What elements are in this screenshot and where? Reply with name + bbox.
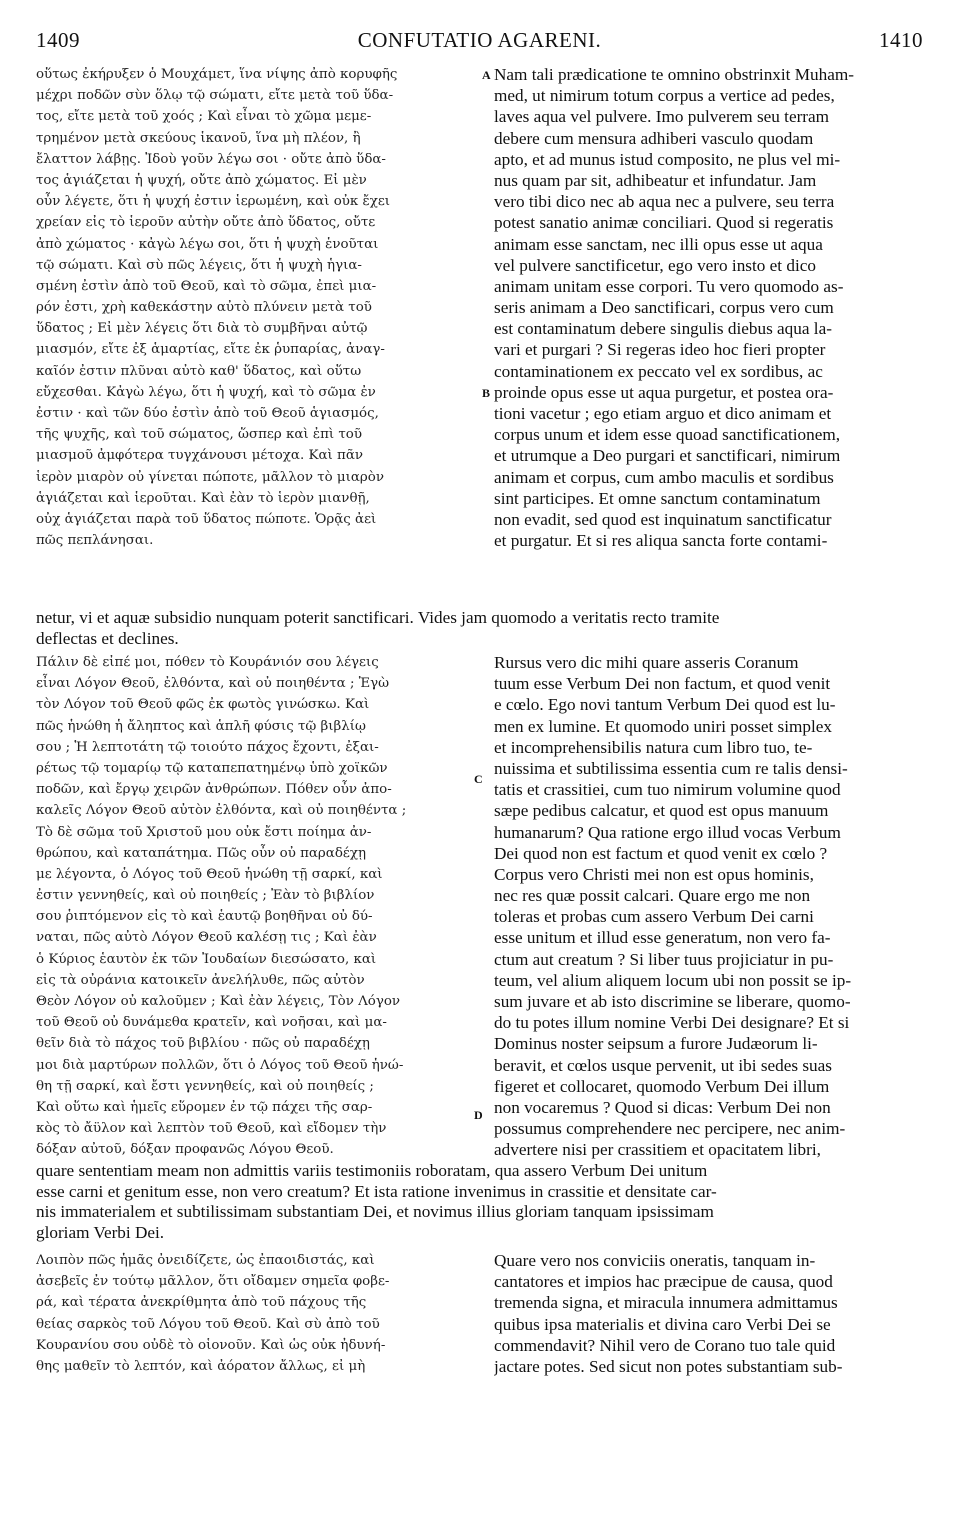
greek-line: μιασμοῦ ἀμφότερα τυγχάνουσι μέτοχα. Καὶ πᾶν [36, 448, 364, 464]
latin-line: et incomprehensibilis natura cum libro tuo, te- [494, 737, 813, 757]
greek-line: θεῖν διὰ τὸ πάχος τοῦ βιβλίου · πῶς οὐ παραδέχῃ [36, 1036, 370, 1052]
greek-line: δόξαν αὐτοῦ, δόξαν προφανῶς Λόγου Θεοῦ. [36, 1142, 334, 1158]
latin-line: Nam tali prædicatione te omnino obstrinxit Muham- [494, 65, 854, 84]
greek-line: ρά, καὶ τέρατα ἀνεκρίθμητα ἀπὸ τοῦ πάχους τῆς [36, 1295, 367, 1311]
latin-line: debere cum mensura adhiberi vasculo quodam [494, 128, 814, 148]
margin-marker-b: B [482, 386, 491, 400]
latin-line: vel pulvere sanctificetur, ego vero insto et dico [494, 255, 816, 275]
section-2-full-width-text [36, 1161, 926, 1243]
greek-column [36, 1250, 484, 1377]
greek-line: σου ῥιπτόμενον εἰς τὸ καὶ ἑαυτῷ βοηθῆναι οὐ δύ- [36, 909, 373, 925]
latin-line: Quare vero nos conviciis oneratis, tanquam in- [494, 1251, 816, 1270]
latin-line: do tu potes illum nomine Verbi Dei designare? Et si [494, 1013, 850, 1033]
greek-line: Πάλιν δὲ εἰπέ μοι, πόθεν τὸ Κουράνιόν σου λέγεις [36, 655, 379, 670]
full-width-line: gloriam Verbi Dei. [36, 1222, 165, 1242]
greek-line: τὸν Λόγον τοῦ Θεοῦ φῶς ἐκ φωτὸς γινώσκω. Καὶ [36, 697, 370, 713]
greek-line: μιασμόν, εἴτε ἐξ ἁμαρτίας, εἴτε ἐκ ῥυπαρίας, ἀναγ- [36, 342, 385, 358]
full-width-line: esse carni et genitum esse, non vero creatum? Et ista ratione invenimus in crassitie et densitate car- [36, 1181, 717, 1201]
greek-line: ρόν ἐστι, χρὴ καθεκάστην αὐτὸ πλύνειν μετὰ τοῦ [36, 300, 372, 316]
greek-line: ἁγιάζεται καὶ ἱεροῦται. Καὶ ἐὰν τὸ ἱερὸν μιανθῇ, [36, 490, 370, 506]
greek-line: ἀπὸ χώματος · κἀγὼ λέγω σοι, ὅτι ἡ ψυχὴ ἑνοῦται [36, 236, 379, 252]
latin-line: corpus unum et idem esse quoad sanctificationem, [494, 425, 841, 445]
greek-line: τος, εἴτε μετὰ τοῦ χοός ; Καὶ εἶναι τὸ χῶμα μεμε- [36, 109, 372, 125]
latin-line: Corpus vero Christi mei non est opus hominis, [494, 864, 814, 884]
latin-line: esse unitum et illud esse generatum, non vero fa- [494, 928, 831, 948]
latin-line: potest sanatio animæ conciliari. Quod si regeratis [494, 213, 834, 233]
greek-line: μοι διὰ μαρτύρων πολλῶν, ὅτι ὁ Λόγος τοῦ Θεοῦ ἡνώ- [36, 1057, 404, 1073]
latin-line: Rursus vero dic mihi quare asseris Coranum [494, 653, 799, 672]
greek-line: τῷ σώματι. Καὶ σὺ πῶς λέγεις, ὅτι ἡ ψυχὴ ἡγια- [36, 257, 362, 273]
greek-line: οὐχ ἁγιάζεται παρὰ τοῦ ὕδατος πώποτε. Ὁρᾷς ἀεὶ [36, 511, 377, 527]
latin-column [494, 1250, 926, 1377]
greek-line: θείας σαρκὸς τοῦ Λόγου τοῦ Θεοῦ. Καὶ σὺ ἀπὸ τοῦ [36, 1316, 380, 1332]
latin-line: et utrumque a Deo purgari et sanctificari, nimirum [494, 446, 841, 466]
greek-line: ἐστιν · καὶ τῶν δύο ἐστὶν ἀπὸ τοῦ Θεοῦ ἁγιασμός, [36, 406, 379, 421]
left-page-number: 1409 [36, 28, 80, 52]
greek-line: ρέτως τῷ τομαρίῳ τῷ καταπεπατημένῳ ὑπὸ χοϊκῶν [36, 760, 388, 776]
greek-line: ἱερὸν μιαρὸν οὐ γίνεται πώποτε, μᾶλλον τὸ μιαρὸν [36, 469, 385, 485]
latin-line: contaminationem ex peccato vel ex sordibus, ac [494, 361, 823, 381]
greek-line: ἀσεβεῖς ἐν τούτῳ μᾶλλον, ὅτι οἴδαμεν σημεῖα φοβε- [36, 1274, 390, 1290]
latin-line: non vocaremus ? Quod si dicas: Verbum Dei non [494, 1097, 831, 1117]
latin-line: advertere nisi per crassitiem et opacitatem libri, [494, 1140, 821, 1160]
latin-line: Dei quod non est factum et quod venit ex cœlo ? [494, 843, 828, 863]
running-title: CONFUTATIO AGARENI. [357, 28, 602, 52]
greek-line: ἐστιν γεννηθείς, καὶ οὐ ποιηθείς ; Ἐὰν τὸ βιβλίον [36, 888, 375, 904]
latin-line: vero tibi dico nec ab aqua nec a pulvere, seu terra [494, 192, 835, 212]
latin-line: Dominus noster seipsum a furore Judæorum li- [494, 1034, 818, 1054]
section-3-two-columns [36, 1250, 926, 1380]
greek-line: ποδῶν, καὶ ἔργῳ χειρῶν ἀνθρώπων. Πόθεν οὖν ἀπο- [36, 782, 392, 798]
greek-line: οὕτως ἐκήρυξεν ὁ Μουχάμετ, ἵνα νίψης ἀπὸ κορυφῆς [36, 67, 398, 82]
greek-column [36, 64, 484, 551]
latin-line: men ex lumine. Et quomodo uniri posset simplex [494, 716, 832, 736]
latin-line: animam et corpus, cum ambo maculis et sordibus [494, 467, 834, 487]
full-width-line: deflectas et declines. [36, 628, 179, 648]
greek-line: με λέγοντα, ὁ Λόγος τοῦ Θεοῦ ἡνώθη τῇ σαρκί, καὶ [36, 866, 383, 882]
latin-line: teum, vel alium aliquem locum ubi non possit se ip- [494, 970, 852, 990]
latin-line: sint participes. Et omne sanctum contaminatum [494, 488, 821, 508]
greek-line: οὖν λέγετε, ὅτι ἡ ψυχή ἐστιν ἱερωμένη, καὶ οὐκ ἔχει [36, 194, 391, 210]
greek-line: πῶς πεπλάνησαι. [36, 533, 154, 549]
margin-marker-c: C [474, 772, 483, 786]
greek-line: ἔλαττον λάβῃς. Ἰδοὺ γοῦν λέγω σοι · οὔτε ἀπὸ ὕδα- [36, 151, 386, 167]
latin-line: est contaminatum debere singulis diebus aqua la- [494, 319, 832, 339]
greek-line: εἰς τὰ οὐράνια κατοικεῖν ἀνελήλυθε, πῶς αὐτὸν [36, 972, 365, 988]
latin-line: tioni vacetur ; ego etiam arguo et dico animam et [494, 404, 832, 423]
latin-line: sæpe pedibus calcatur, et quod est opus manuum [494, 801, 829, 821]
latin-line: nus quam par sit, adhibeatur et infundatur. Jam [494, 170, 817, 190]
latin-line: seris animam a Deo sanctificari, corpus vero cum [494, 298, 834, 318]
greek-line: εἶναι Λόγον Θεοῦ, ἐλθόντα, καὶ οὐ ποιηθέντα ; Ἐγὼ [36, 676, 390, 692]
greek-line: κὸς τὸ ἄϋλον καὶ λεπτὸν τοῦ Θεοῦ, καὶ εἴδομεν τὴν [36, 1121, 387, 1137]
latin-line: tatis et crassitiei, cum tuo nimirum volumine quod [494, 780, 841, 800]
running-header [36, 28, 923, 68]
latin-line: vari et purgari ? Si regeras ideo hoc fieri propter [494, 340, 826, 360]
latin-line: quibus ipsa materialis et divina caro Verbi Dei se [494, 1314, 831, 1334]
greek-line: Τὸ δὲ σῶμα τοῦ Χριστοῦ μου οὐκ ἔστι ποίημα ἀν- [36, 824, 372, 840]
latin-line: cantatores et impios hac præcipue de causa, quod [494, 1272, 833, 1292]
latin-line: tuum esse Verbum Dei non factum, et quod venit [494, 674, 831, 694]
latin-line: jactare potes. Sed sicut non potes substantiam sub- [494, 1356, 843, 1376]
greek-line: θης μαθεῖν τὸ λεπτόν, καὶ ἀόρατον ἄλλως, εἰ μὴ [36, 1358, 366, 1374]
greek-line: πῶς ἡνώθη ἡ ἄληπτος καὶ ἁπλῆ φύσις τῷ βιβλίῳ [36, 718, 366, 734]
greek-line: χρείαν εἰς τὸ ἱεροῦν αὐτὴν οὔτε ἀπὸ ὕδατος, οὔτε [36, 215, 376, 231]
greek-column [36, 652, 484, 1161]
greek-line: ὕδατος ; Εἰ μὲν λέγεις ὅτι διὰ τὸ συμβῆναι αὐτῷ [36, 321, 368, 337]
greek-line: καλεῖς Λόγον Θεοῦ αὐτὸν ἐλθόντα, καὶ οὐ ποιηθέντα ; [36, 803, 407, 819]
section-2-two-columns [36, 652, 926, 1162]
latin-line: apto, et ad munus istud composito, ne plus vel mi- [494, 149, 841, 169]
margin-marker-d: D [474, 1108, 483, 1122]
greek-line: σου ; Ἡ λεπτοτάτη τῷ τοιούτο πάχος ἔχοντι, ἐξαι- [36, 739, 379, 755]
greek-line: τοῦ Θεοῦ οὐ δυνάμεθα κρατεῖν, καὶ νοῆσαι, καὶ μα- [36, 1015, 387, 1031]
greek-line: θρώπου, καὶ καταπάτημα. Πῶς οὖν οὐ παραδέχῃ [36, 845, 366, 861]
latin-line: med, ut nimirum totum corpus a vertice ad pedes, [494, 86, 835, 106]
latin-column [494, 64, 926, 551]
greek-line: ὁ Κύριος ἑαυτὸν ἐκ τῶν Ἰουδαίων διεσώσατο, καὶ [36, 951, 377, 967]
latin-line: beravit, et cœlos usque pervenit, ut ibi sedes suas [494, 1055, 832, 1075]
latin-line: et purgatur. Et si res aliqua sancta forte contami- [494, 531, 828, 551]
greek-line: μέχρι ποδῶν σὺν ὅλῳ τῷ σώματι, εἴτε μετὰ τοῦ ὕδα- [36, 88, 394, 104]
greek-line: Θεὸν Λόγον οὐ καλοῦμεν ; Καὶ ἐὰν λέγεις, Τὸν Λόγον [36, 994, 401, 1009]
latin-line: humanarum? Qua ratione ergo illud vocas Verbum [494, 822, 841, 842]
full-width-line: netur, vi et aquæ subsidio nunquam poterit sanctificari. Vides jam quomodo a veritatis recto tramite [36, 608, 720, 627]
greek-line: ναται, πῶς αὐτὸ Λόγον Θεοῦ καλέσῃ τις ; Καὶ ἐὰν [36, 930, 377, 946]
full-width-line: quare sententiam meam non admittis variis testimoniis roboratam, qua assero Verbum Dei unitum [36, 1161, 708, 1180]
greek-line: τῆς ψυχῆς, καὶ τοῦ σώματος, ὥσπερ καὶ ἐπὶ τοῦ [36, 427, 362, 443]
full-width-line: nis immaterialem et subtilissimam substantiam Dei, et novimus illius gloriam tanquam ipsissimam [36, 1202, 714, 1222]
greek-line: Κουρανίου σου οὐδὲ τὸ οἱονοῦν. Καὶ ὡς οὐκ ἠδυνή- [36, 1337, 386, 1353]
greek-line: καῖόν ἐστιν πλῦναι αὐτὸ καθ' ὕδατος, καὶ οὕτω [36, 363, 362, 379]
greek-line: Καὶ οὕτω καὶ ἡμεῖς εὕρομεν ἐν τῷ πάχει τῆς σαρ- [36, 1099, 373, 1115]
latin-line: proinde opus esse ut aqua purgetur, et postea ora- [494, 382, 834, 402]
section-1-full-width-text [36, 608, 926, 649]
section-1-two-columns [36, 64, 926, 551]
greek-line: εὔχεσθαι. Κἀγὼ λέγω, ὅτι ἡ ψυχή, καὶ τὸ σῶμα ἐν [36, 384, 376, 400]
latin-line: possumus comprehendere nec percipere, nec anim- [494, 1119, 846, 1139]
greek-line: Λοιπὸν πῶς ἡμᾶς ὀνειδίζετε, ὡς ἐπαοιδιστάς, καὶ [36, 1253, 375, 1268]
latin-line: animam esse sanctam, nec illi opus esse ut aqua [494, 234, 823, 254]
latin-line: ctum aut creatum ? Si liber tuus projiciatur in pu- [494, 949, 834, 969]
greek-line: θη τῇ σαρκί, καὶ ἔστι γεννηθείς, καὶ οὐ ποιηθείς ; [36, 1078, 374, 1094]
greek-line: τος ἁγιάζεται ἡ ψυχή, οὔτε ἀπὸ χώματος. Εἰ μὲν [36, 172, 367, 188]
right-page-number: 1410 [879, 28, 923, 52]
latin-line: nuissima et subtilissima essentia cum re talis densi- [494, 758, 848, 778]
latin-line: nec res quæ possit calcari. Quare ergo me non [494, 886, 811, 906]
latin-line: tremenda signa, et miracula innumera admittamus [494, 1293, 838, 1313]
margin-marker-a: A [482, 68, 491, 82]
latin-column [494, 652, 926, 1161]
latin-line: sum juvare et ab isto discrimine se liberare, quomo- [494, 992, 851, 1011]
latin-line: non evadit, sed quod est inquinatum sanctificatur [494, 509, 832, 529]
latin-line: commendavit? Nihil vero de Corano tuo tale quid [494, 1335, 836, 1355]
greek-line: σμένη ἐστὶν ἀπὸ τοῦ Θεοῦ, καὶ τὸ σῶμα, ἐπεὶ μια- [36, 278, 377, 294]
greek-line: τρημένον μετὰ σκεύους ἱκανοῦ, ἵνα μὴ πλέον, ἢ [36, 130, 361, 146]
latin-line: animam unitam esse corpori. Tu vero quomodo as- [494, 276, 844, 296]
latin-line: toleras et probas cum assero Verbum Dei carni [494, 907, 814, 927]
latin-line: figeret et collocaret, quomodo Verbum Dei illum [494, 1076, 830, 1096]
latin-line: e cœlo. Ego novi tantum Verbum Dei quod est lu- [494, 695, 836, 715]
latin-line: laves aqua vel pulvere. Imo pulverem seu terram [494, 107, 830, 127]
